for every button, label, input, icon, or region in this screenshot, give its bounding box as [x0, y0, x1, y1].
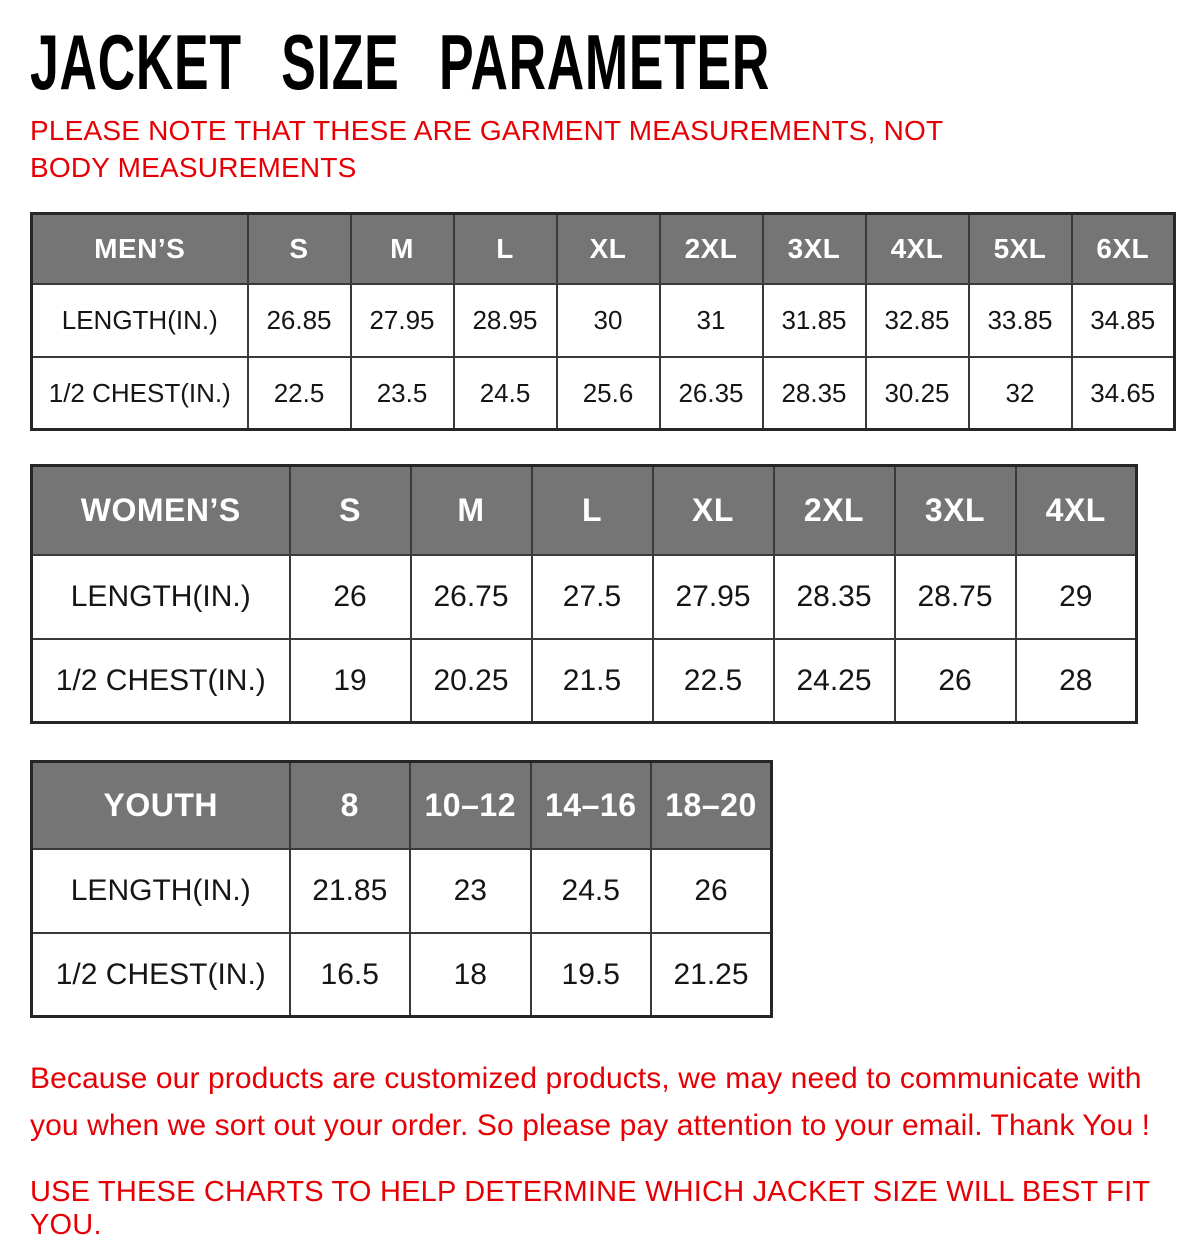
measure-value-cell: 22.5: [653, 639, 774, 723]
size-header-cell: 4XL: [866, 214, 969, 284]
measure-value-cell: 32: [969, 357, 1072, 430]
measure-value-cell: 28.75: [895, 555, 1016, 639]
size-header-cell: 2XL: [774, 466, 895, 555]
measure-value-cell: 23: [410, 849, 531, 933]
measure-value-cell: 26.85: [248, 284, 351, 357]
measure-value-cell: 26: [895, 639, 1016, 723]
measurement-row: [32, 284, 1175, 357]
measure-value-cell: 21.5: [532, 639, 653, 723]
size-header-cell: M: [351, 214, 454, 284]
chart-usage-instruction: USE THESE CHARTS TO HELP DETERMINE WHICH JACKET SIZE WILL BEST FIT YOU.: [30, 1176, 1150, 1242]
measure-value-cell: 29: [1016, 555, 1137, 639]
measure-value-cell: 28: [1016, 639, 1137, 723]
measure-value-cell: 33.85: [969, 284, 1072, 357]
size-header-cell: 14–16: [531, 762, 652, 849]
measure-label-cell: 1/2 CHEST(IN.): [32, 639, 290, 723]
table-title-cell: YOUTH: [32, 762, 290, 849]
measure-value-cell: 30: [557, 284, 660, 357]
size-header-cell: S: [248, 214, 351, 284]
measure-value-cell: 18: [410, 933, 531, 1017]
measurement-row: [32, 639, 1137, 723]
measure-value-cell: 24.25: [774, 639, 895, 723]
measure-value-cell: 20.25: [411, 639, 532, 723]
measure-label-cell: 1/2 CHEST(IN.): [32, 357, 248, 430]
size-header-cell: 4XL: [1016, 466, 1137, 555]
measure-value-cell: 26.35: [660, 357, 763, 430]
measure-label-cell: LENGTH(IN.): [32, 555, 290, 639]
measure-value-cell: 24.5: [531, 849, 652, 933]
measure-value-cell: 25.6: [557, 357, 660, 430]
size-header-row: [32, 214, 1175, 284]
measurement-row: [32, 357, 1175, 430]
table-title-cell: WOMEN’S: [32, 466, 290, 555]
size-header-row: [32, 762, 772, 849]
size-header-cell: 18–20: [651, 762, 772, 849]
size-header-cell: 5XL: [969, 214, 1072, 284]
size-header-cell: M: [411, 466, 532, 555]
measure-label-cell: 1/2 CHEST(IN.): [32, 933, 290, 1017]
measure-value-cell: 30.25: [866, 357, 969, 430]
measure-value-cell: 27.5: [532, 555, 653, 639]
size-header-cell: 10–12: [410, 762, 531, 849]
measure-value-cell: 31: [660, 284, 763, 357]
youth-size-table: [30, 760, 773, 1018]
measure-value-cell: 32.85: [866, 284, 969, 357]
measure-value-cell: 22.5: [248, 357, 351, 430]
page-title: JACKET SIZE PARAMETER: [30, 19, 770, 107]
size-header-cell: 3XL: [763, 214, 866, 284]
size-header-cell: 6XL: [1072, 214, 1175, 284]
measure-value-cell: 19: [290, 639, 411, 723]
measure-value-cell: 31.85: [763, 284, 866, 357]
measure-value-cell: 28.95: [454, 284, 557, 357]
measure-value-cell: 27.95: [351, 284, 454, 357]
size-header-cell: XL: [557, 214, 660, 284]
measure-value-cell: 26: [290, 555, 411, 639]
measure-value-cell: 26: [651, 849, 772, 933]
size-header-cell: S: [290, 466, 411, 555]
measurement-row: [32, 933, 772, 1017]
size-header-row: [32, 466, 1137, 555]
measure-label-cell: LENGTH(IN.): [32, 849, 290, 933]
garment-measurement-note: PLEASE NOTE THAT THESE ARE GARMENT MEASUREMENTS, NOT BODY MEASUREMENTS: [30, 115, 943, 184]
measurement-row: [32, 849, 772, 933]
measure-value-cell: 28.35: [774, 555, 895, 639]
measure-value-cell: 19.5: [531, 933, 652, 1017]
womens-size-table: [30, 464, 1138, 724]
measure-value-cell: 21.25: [651, 933, 772, 1017]
measure-value-cell: 27.95: [653, 555, 774, 639]
size-chart-page: [0, 19, 1200, 1242]
measure-label-cell: LENGTH(IN.): [32, 284, 248, 357]
measure-value-cell: 34.65: [1072, 357, 1175, 430]
measure-value-cell: 16.5: [290, 933, 411, 1017]
size-header-cell: 2XL: [660, 214, 763, 284]
size-header-cell: 3XL: [895, 466, 1016, 555]
measure-value-cell: 28.35: [763, 357, 866, 430]
mens-size-table: [30, 212, 1176, 431]
table-title-cell: MEN’S: [32, 214, 248, 284]
measure-value-cell: 24.5: [454, 357, 557, 430]
size-header-cell: 8: [290, 762, 411, 849]
customization-notice: Because our products are customized products, we may need to communicate with you when we sort out your order. So please pay attention to your email. Thank You !: [30, 1062, 1151, 1143]
measure-value-cell: 26.75: [411, 555, 532, 639]
size-header-cell: L: [454, 214, 557, 284]
measurement-row: [32, 555, 1137, 639]
measure-value-cell: 21.85: [290, 849, 411, 933]
measure-value-cell: 23.5: [351, 357, 454, 430]
measure-value-cell: 34.85: [1072, 284, 1175, 357]
size-header-cell: XL: [653, 466, 774, 555]
size-header-cell: L: [532, 466, 653, 555]
